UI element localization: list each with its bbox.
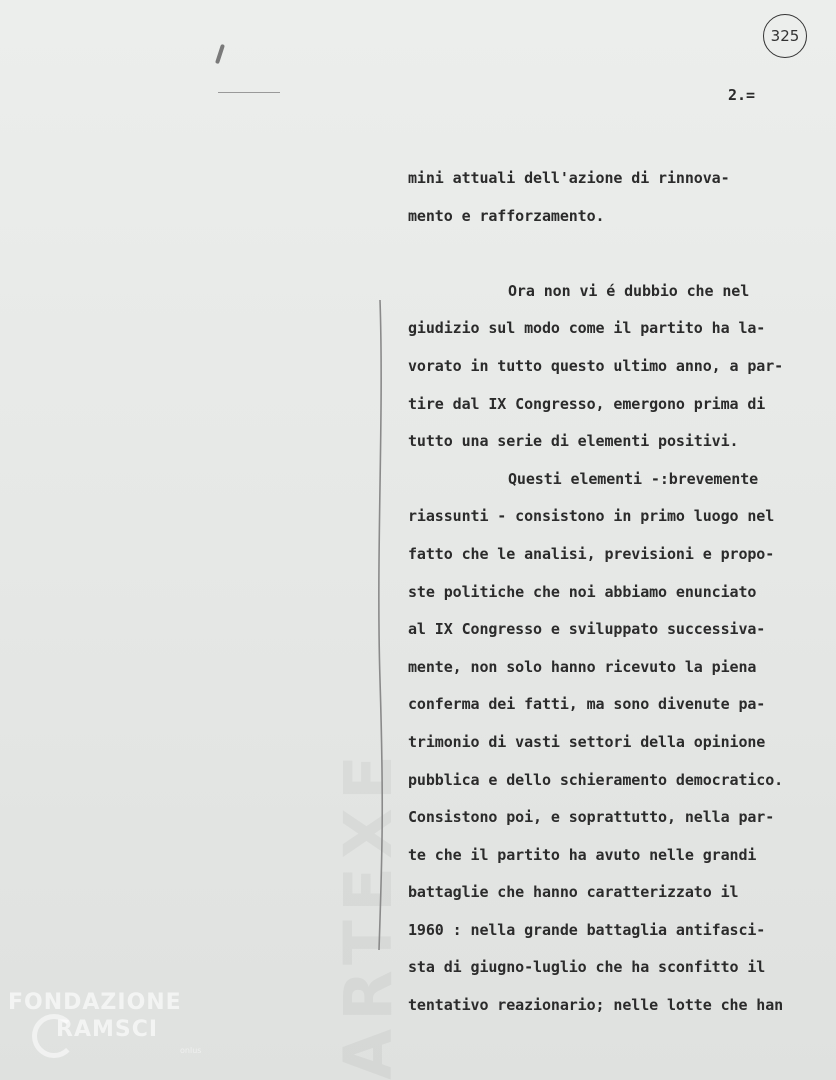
text-line: fatto che le analisi, previsioni e propo- (408, 544, 775, 563)
text-line: mente, non solo hanno ricevuto la piena (408, 657, 757, 676)
typewritten-text (408, 160, 828, 1025)
text-line: riassunti - consistono in primo luogo nel (408, 507, 775, 526)
fondazione-gramsci-logo (8, 990, 208, 1070)
pencil-dash (218, 92, 280, 93)
text-line: vorato in tutto questo ultimo anno, a par- (408, 356, 784, 375)
text-line: Ora non vi é dubbio che nel (508, 281, 750, 300)
text-line: battaglie che hanno caratterizzato il (408, 883, 739, 902)
text-line: te che il partito ha avuto nelle grandi (408, 845, 757, 864)
text-line: conferma dei fatti, ma sono divenute pa- (408, 695, 766, 714)
pencil-margin-line (370, 300, 390, 950)
page-number: 2.= (728, 86, 756, 104)
archive-page-number (763, 14, 807, 58)
text-line: tutto una serie di elementi positivi. (408, 432, 739, 451)
text-line: al IX Congresso e sviluppato successiva- (408, 620, 766, 639)
pencil-mark (215, 44, 225, 64)
text-line: Consistono poi, e soprattutto, nella par- (408, 808, 775, 827)
text-line: 1960 : nella grande battaglia antifasci- (408, 920, 766, 939)
archive-page-number-text: 325 (770, 27, 800, 45)
logo-suffix: onlus (180, 1046, 202, 1055)
text-line: mento e rafforzamento. (408, 206, 605, 225)
text-line: mini attuali dell'azione di rinnova- (408, 169, 730, 187)
logo-line1: FONDAZIONE (8, 990, 182, 1015)
text-line: pubblica e dello schieramento democratico. (408, 770, 784, 789)
logo-line2: RAMSCI (56, 1017, 159, 1042)
text-line: trimonio di vasti settori della opinione (408, 732, 766, 751)
text-line: Questi elementi -:brevemente (508, 469, 759, 488)
text-line: tentativo reazionario; nelle lotte che han (408, 996, 784, 1015)
text-line: ste politiche che noi abbiamo enunciato (408, 582, 757, 601)
text-line: sta di giugno-luglio che ha sconfitto il (408, 958, 766, 977)
text-line: giudizio sul modo come il partito ha la- (408, 319, 766, 338)
text-line: tire dal IX Congresso, emergono prima di (408, 394, 766, 413)
